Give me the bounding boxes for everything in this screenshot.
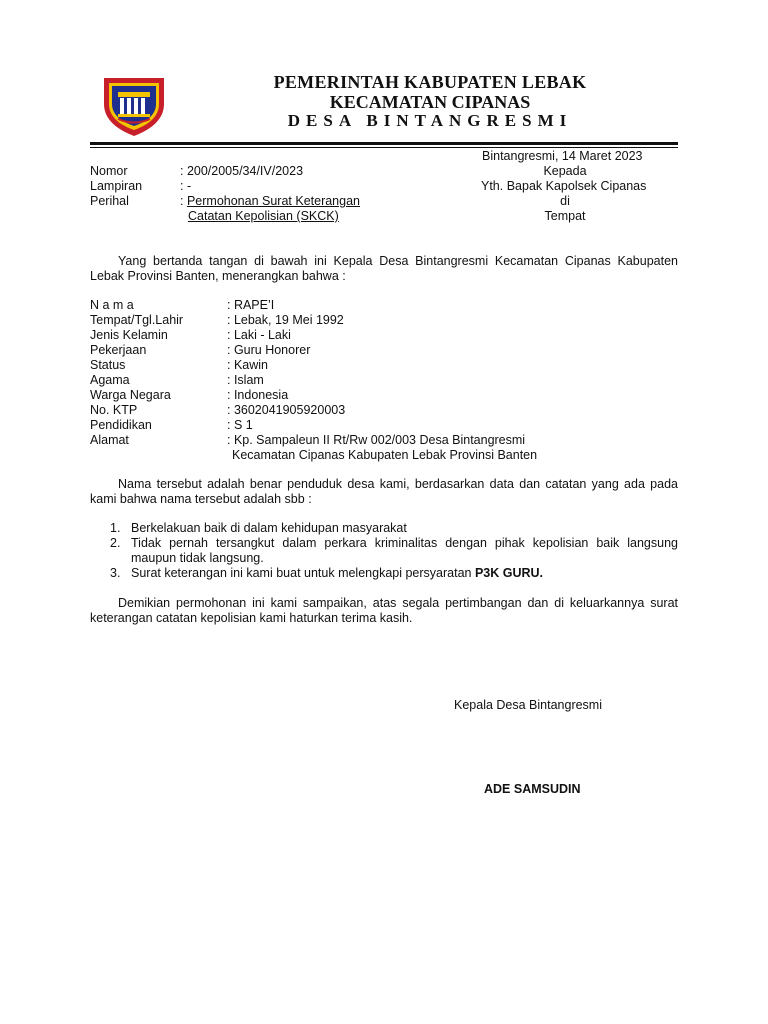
signature-title: Kepala Desa Bintangresmi <box>454 698 602 712</box>
identity-row <box>90 343 678 358</box>
identity-row <box>90 328 678 343</box>
identity-row <box>90 418 678 433</box>
identity-row <box>90 358 678 373</box>
letterhead-divider-thick <box>90 142 678 145</box>
identity-row <box>90 313 678 328</box>
recipient-name: Yth. Bapak Kapolsek Cipanas <box>481 179 647 193</box>
letterhead-government: PEMERINTAH KABUPATEN LEBAK <box>273 72 587 92</box>
perihal-value <box>180 194 360 209</box>
identity-value: : 3602041905920003 <box>227 403 346 417</box>
list-item-number: 1. <box>110 521 121 535</box>
perihal-line1: Permohonan Surat Keterangan <box>186 194 360 208</box>
nomor-value: : 200/2005/34/IV/2023 <box>180 164 304 178</box>
list-item-text: Surat keterangan ini kami buat untuk melengkapi persyaratan <box>131 566 475 580</box>
identity-table <box>90 298 678 463</box>
identity-label: Status <box>90 358 126 372</box>
lampiran-value: : - <box>180 179 192 193</box>
identity-label: N a m a <box>90 298 134 312</box>
list-item-text: Tidak pernah tersangkut dalam perkara kriminalitas dengan pihak kepolisian baik langsung maupun tidak langsung. <box>131 536 678 565</box>
identity-value: : Laki - Laki <box>227 328 291 342</box>
identity-row <box>90 388 678 403</box>
list-item-emphasis: P3K GURU. <box>474 566 544 580</box>
nomor-label: Nomor <box>90 164 128 178</box>
identity-row <box>90 373 678 388</box>
identity-row <box>90 433 678 448</box>
recipient-kepada: Kepada <box>543 164 587 178</box>
identity-row <box>90 298 678 313</box>
identity-label: Pekerjaan <box>90 343 147 357</box>
identity-value: : Kawin <box>227 358 268 372</box>
alamat-line2: Kecamatan Cipanas Kabupaten Lebak Provinsi Banten <box>232 448 538 462</box>
list-item <box>110 566 678 581</box>
list-item <box>110 521 678 536</box>
recipient-tempat: Tempat <box>544 209 586 223</box>
identity-label: Jenis Kelamin <box>90 328 168 342</box>
perihal-line2: Catatan Kepolisian (SKCK) <box>188 209 339 223</box>
identity-value: : Lebak, 19 Mei 1992 <box>227 313 344 327</box>
identity-label: Agama <box>90 373 130 387</box>
letter-date: Bintangresmi, 14 Maret 2023 <box>482 149 643 163</box>
identity-value: : Guru Honorer <box>227 343 311 357</box>
identity-label: Warga Negara <box>90 388 171 402</box>
identity-label: Alamat <box>90 433 129 447</box>
statement-paragraph: Nama tersebut adalah benar penduduk desa kami, berdasarkan data dan catatan yang ada pada kami bahwa nama tersebut adalah sbb : <box>90 477 678 506</box>
intro-paragraph: Yang bertanda tangan di bawah ini Kepala Desa Bintangresmi Kecamatan Cipanas Kabupaten Lebak Provinsi Banten, menerangkan bahwa : <box>90 254 678 283</box>
list-item-text: Berkelakuan baik di dalam kehidupan masyarakat <box>131 521 407 535</box>
perihal-label: Perihal <box>90 194 129 208</box>
identity-value: : Kp. Sampaleun II Rt/Rw 002/003 Desa Bintangresmi <box>227 433 526 447</box>
list-item-number: 2. <box>110 536 121 550</box>
identity-label: Pendidikan <box>90 418 152 432</box>
perihal-colon: : <box>180 194 187 208</box>
identity-value: : S 1 <box>227 418 253 432</box>
identity-label: No. KTP <box>90 403 138 417</box>
identity-value: : RAPE’I <box>227 298 275 312</box>
identity-row <box>90 403 678 418</box>
lampiran-label: Lampiran <box>90 179 143 193</box>
list-item <box>110 536 678 566</box>
identity-label: Tempat/Tgl.Lahir <box>90 313 184 327</box>
points-list <box>110 521 678 581</box>
signature-name: ADE SAMSUDIN <box>484 782 581 796</box>
letterhead-district: KECAMATAN CIPANAS <box>329 92 531 112</box>
letterhead-village: DESA BINTANGRESMI <box>287 111 573 130</box>
recipient-di: di <box>560 194 570 208</box>
closing-paragraph: Demikian permohonan ini kami sampaikan, atas segala pertimbangan dan di keluarkannya surat keterangan catatan kepolisian kami haturkan terima kasih. <box>90 596 678 625</box>
identity-value: : Indonesia <box>227 388 289 402</box>
identity-value: : Islam <box>227 373 264 387</box>
letterhead-divider-thin <box>90 147 678 148</box>
list-item-number: 3. <box>110 566 121 580</box>
